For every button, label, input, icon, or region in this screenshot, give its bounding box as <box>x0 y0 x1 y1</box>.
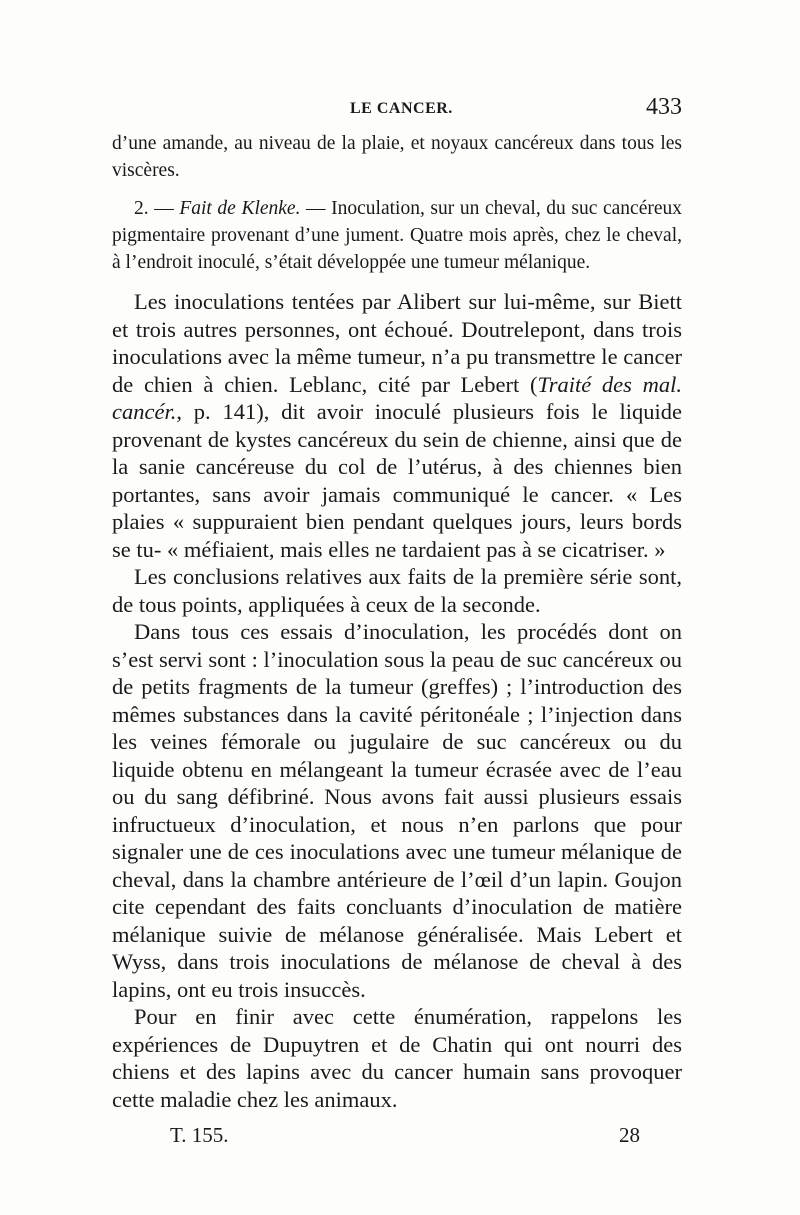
signature-mark: T. 155. <box>170 1123 229 1147</box>
page-footer <box>170 1123 640 1153</box>
body-text-part: , p. 141), dit avoir inoculé plusieurs fois le liquide provenant de kystes cancéreux du sein de chienne, ainsi que de la sanie cancéreuse du col de l’utérus, à des chiennes bien portantes, sans avoir jamais communiqué le cancer. « Les plaies « suppuraient bien pendant quelques jours, leurs bords se tu- « méfiaient, mais elles ne tardaient pas à se cicatriser. » <box>112 399 682 562</box>
page-header <box>112 94 682 124</box>
note-klenke <box>112 195 682 276</box>
note-case-title: Fait de Klenke. <box>179 198 301 219</box>
note-paragraph <box>112 195 682 276</box>
main-text <box>112 288 682 1113</box>
note-continuation <box>112 130 682 184</box>
body-text-part: Les inoculations tentées par Alibert sur lui-même, sur Biett et trois autres personnes, ont échoué. Doutrelepont, dans trois inoculations avec la même tumeur, n’a pu transmettre le cancer de chien à chien. Leblanc, cité par Lebert ( <box>112 289 682 397</box>
note-paragraph: d’une amande, au niveau de la plaie, et noyaux cancéreux dans tous les viscères. <box>112 133 682 181</box>
page-number: 433 <box>646 94 682 120</box>
folio-mark: 28 <box>619 1123 640 1147</box>
note-text: — Inoculation, sur un cheval, du suc cancéreux pigmentaire provenant d’une jument. Quatre mois après, chez le cheval, à l’endroit inoculé, s’était développée une tumeur mélanique. <box>112 198 683 273</box>
note-number: 2. — <box>134 198 174 219</box>
body-paragraph <box>112 288 682 563</box>
body-paragraph: Les conclusions relatives aux faits de la première série sont, de tous points, appliquées à ceux de la seconde. <box>112 564 682 617</box>
citation-title: Traité des mal. cancér. <box>112 371 682 424</box>
body-paragraph: Pour en finir avec cette énumération, rappelons les expériences de Dupuytren et de Chatin qui ont nourri des chiens et des lapins avec du cancer humain sans provoquer cette maladie chez les animaux. <box>112 1004 682 1112</box>
body-paragraph: Dans tous ces essais d’inoculation, les procédés dont on s’est servi sont : l’inoculation sous la peau de suc cancéreux ou de petits fragments de la tumeur (greffes) ; l’introduction des mêmes substances dans la cavité péritonéale ; l’injection dans les veines fémorale ou jugulaire de suc cancéreux ou du liquide obtenu en mélangeant la tumeur écrasée avec de l’eau ou du sang défibriné. Nous avons fait aussi plusieurs essais infructueux d’inoculation, et nous n’en parlons que pour signaler une de ces inoculations avec une tumeur mélanique de cheval, dans la chambre antérieure de l’œil d’un lapin. Goujon cite cependant des faits concluants d’inoculation de matière mélanique suivie de mélanose généralisée. Mais Lebert et Wyss, dans trois inoculations de mélanose de cheval à des lapins, ont eu trois insuccès. <box>112 619 682 1002</box>
running-title: LE CANCER. <box>350 100 453 117</box>
